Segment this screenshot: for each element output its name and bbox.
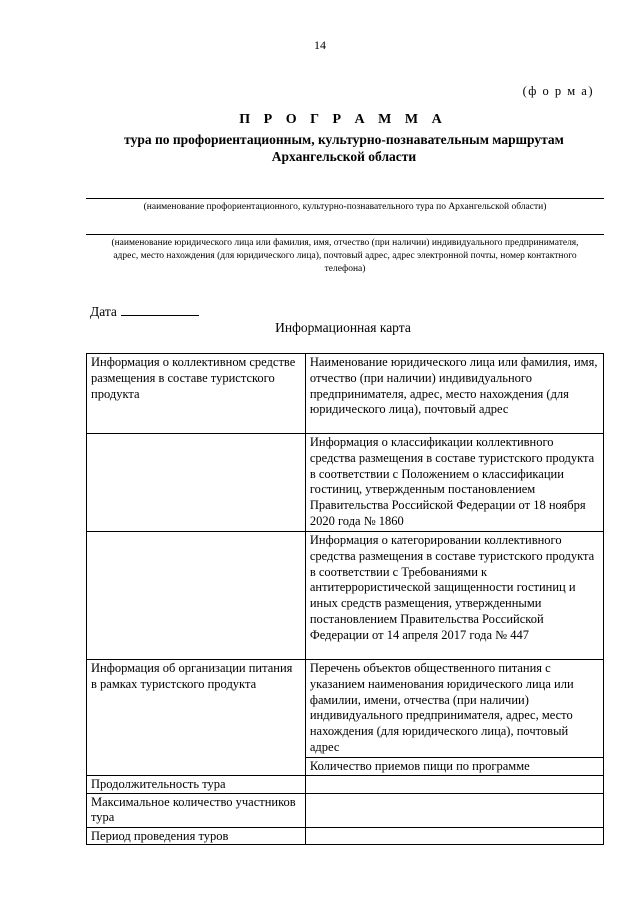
table-row xyxy=(87,660,604,758)
entity-caption: (наименование юридического лица или фамилия, имя, отчество (при наличии) индивидуального предпринимателя, адрес, место нахождения (для юридического лица), почтовый адрес, адрес электронной почты, номер контактного телефона) xyxy=(111,238,579,274)
table-cell-right: Информация о классификации коллективного средства размещения в составе туристского продукта в соответствии с Положением о классификации гостиниц, утвержденным постановлением Правительства Российской Федерации от 18 ноября 2020 года № 1860 xyxy=(305,434,603,532)
table-row xyxy=(87,434,604,532)
table-cell-left: Период проведения туров xyxy=(87,827,306,845)
table-row xyxy=(87,775,604,793)
table-cell-left xyxy=(87,532,306,660)
table-cell-right: Перечень объектов общественного питания с указанием наименования юридического лица или фамилии, имени, отчества (при наличии) индивидуального предпринимателя, адрес, место нахождения (для юридического лица), почтовый адрес xyxy=(305,660,603,758)
table-cell-right xyxy=(305,775,603,793)
table-cell-left: Информация об организации питания в рамках туристского продукта xyxy=(87,660,306,776)
card-title: Информационная карта xyxy=(275,320,411,335)
page-number: 14 xyxy=(314,38,326,52)
table-cell-right: Наименование юридического лица или фамилия, имя, отчество (при наличии) индивидуального предпринимателя, адрес, место нахождения (для юридического лица), почтовый адрес xyxy=(305,354,603,434)
table-cell-right: Информация о категорировании коллективного средства размещения в составе туристского продукта в соответствии с Требованиями к антитеррористической защищенности гостиниц и иных средств размещения, утвержденными постановлением Правительства Российской Федерации от 14 апреля 2017 года № 447 xyxy=(305,532,603,660)
entity-line xyxy=(86,234,604,235)
table-row xyxy=(87,827,604,845)
table-cell-left: Продолжительность тура xyxy=(87,775,306,793)
table-cell-right xyxy=(305,827,603,845)
table-cell-left: Информация о коллективном средстве размещения в составе туристского продукта xyxy=(87,354,306,434)
table-cell-left: Максимальное количество участников тура xyxy=(87,793,306,827)
information-card-table xyxy=(86,353,604,845)
form-label: (ф о р м а) xyxy=(522,84,594,98)
subtitle-text: тура по профориентационным, культурно-познавательным маршрутам Архангельской области xyxy=(124,132,564,164)
date-label: Дата xyxy=(90,304,117,319)
document-title: П Р О Г Р А М М А xyxy=(239,112,447,127)
date-row xyxy=(90,303,199,320)
tour-name-line xyxy=(86,198,604,199)
table-cell-right xyxy=(305,793,603,827)
document-subtitle xyxy=(0,131,640,165)
tour-name-caption: (наименование профориентационного, культурно-познавательного тура по Архангельской области) xyxy=(143,202,547,212)
date-blank-line xyxy=(121,303,199,316)
table-cell-left xyxy=(87,434,306,532)
table-row xyxy=(87,793,604,827)
table-cell-right: Количество приемов пищи по программе xyxy=(305,758,603,776)
table-row xyxy=(87,532,604,660)
table-row xyxy=(87,354,604,434)
